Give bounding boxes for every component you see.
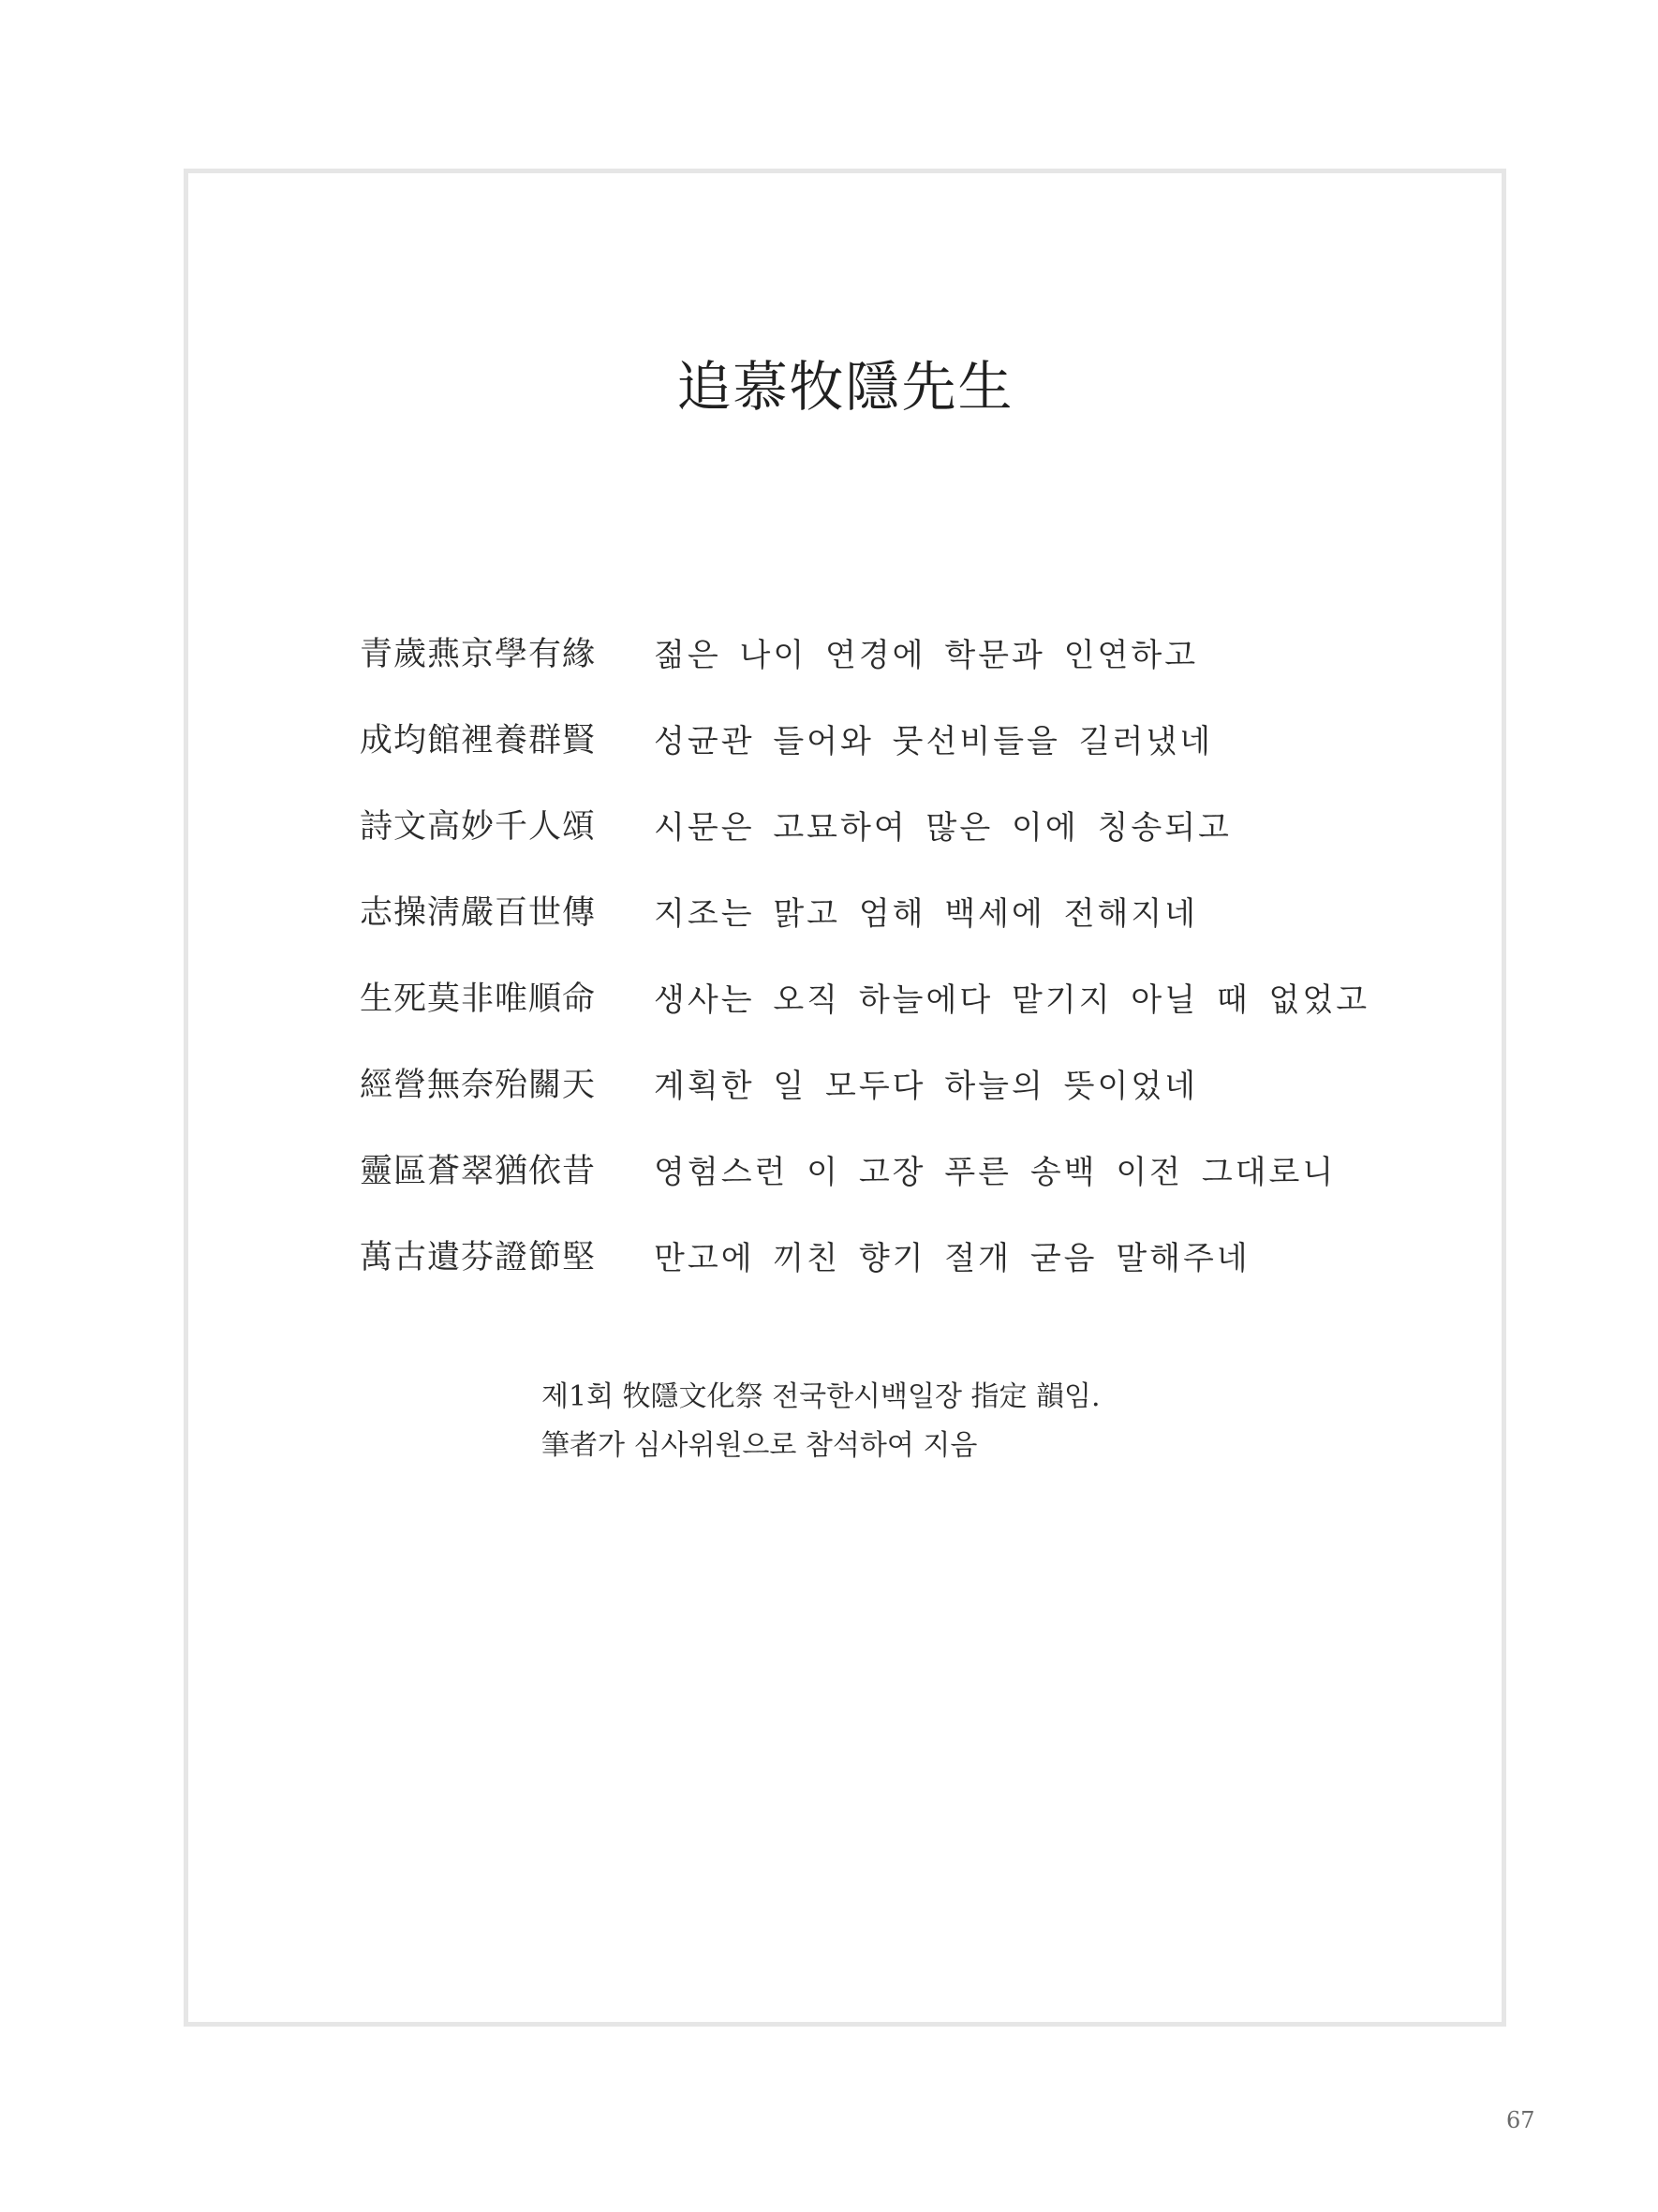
poem-line-korean: 생사는 오직 하늘에다 맡기지 아닐 때 없었고: [654, 981, 1370, 1019]
poem-line: [360, 609, 1369, 695]
poem-line: [360, 1126, 1369, 1212]
poem-line: [360, 953, 1369, 1040]
author-note-line: 筆者가 심사위원으로 참석하여 지음: [541, 1429, 978, 1462]
author-note-line: 제1회 牧隱文化祭 전국한시백일장 指定 韻임.: [541, 1380, 1101, 1413]
poem-line-korean: 영험스런 이 고장 푸른 송백 이전 그대로니: [654, 1153, 1337, 1191]
poem-line-hanja: 志操淸嚴百世傳: [360, 894, 597, 932]
poem-line: [360, 781, 1369, 867]
poem-title: 追慕牧隱先生: [676, 355, 1014, 419]
poem-line-hanja: 生死莫非唯順命: [360, 981, 597, 1018]
poem-line: [360, 1212, 1369, 1298]
poem-line-korean: 계획한 일 모두다 하늘의 뜻이었네: [654, 1067, 1199, 1105]
page-number: 67: [1506, 2107, 1535, 2133]
poem-line-korean: 지조는 맑고 엄해 백세에 전해지네: [654, 894, 1199, 933]
poem-line-hanja: 經營無奈殆關天: [360, 1067, 597, 1104]
poem-line-korean: 시문은 고묘하여 많은 이에 칭송되고: [654, 808, 1232, 847]
poem-body: [360, 609, 1369, 1298]
poem-line-hanja: 青歲燕京學有緣: [360, 636, 597, 673]
poem-line-hanja: 靈區蒼翠猶依昔: [360, 1153, 597, 1190]
poem-line-hanja: 成均館裡養群賢: [360, 722, 597, 759]
poem-line: [360, 1040, 1369, 1126]
author-note: [541, 1373, 1101, 1470]
poem-line-korean: 만고에 끼친 향기 절개 굳음 말해주네: [654, 1239, 1251, 1277]
poem-line-korean: 젊은 나이 연경에 학문과 인연하고: [654, 636, 1199, 674]
poem-line: [360, 867, 1369, 953]
poem-line-hanja: 萬古遺芬證節堅: [360, 1239, 597, 1276]
poem-line-korean: 성균관 들어와 뭇선비들을 길러냈네: [654, 722, 1214, 760]
poem-line-hanja: 詩文高妙千人頌: [360, 808, 597, 846]
poem-line: [360, 695, 1369, 781]
